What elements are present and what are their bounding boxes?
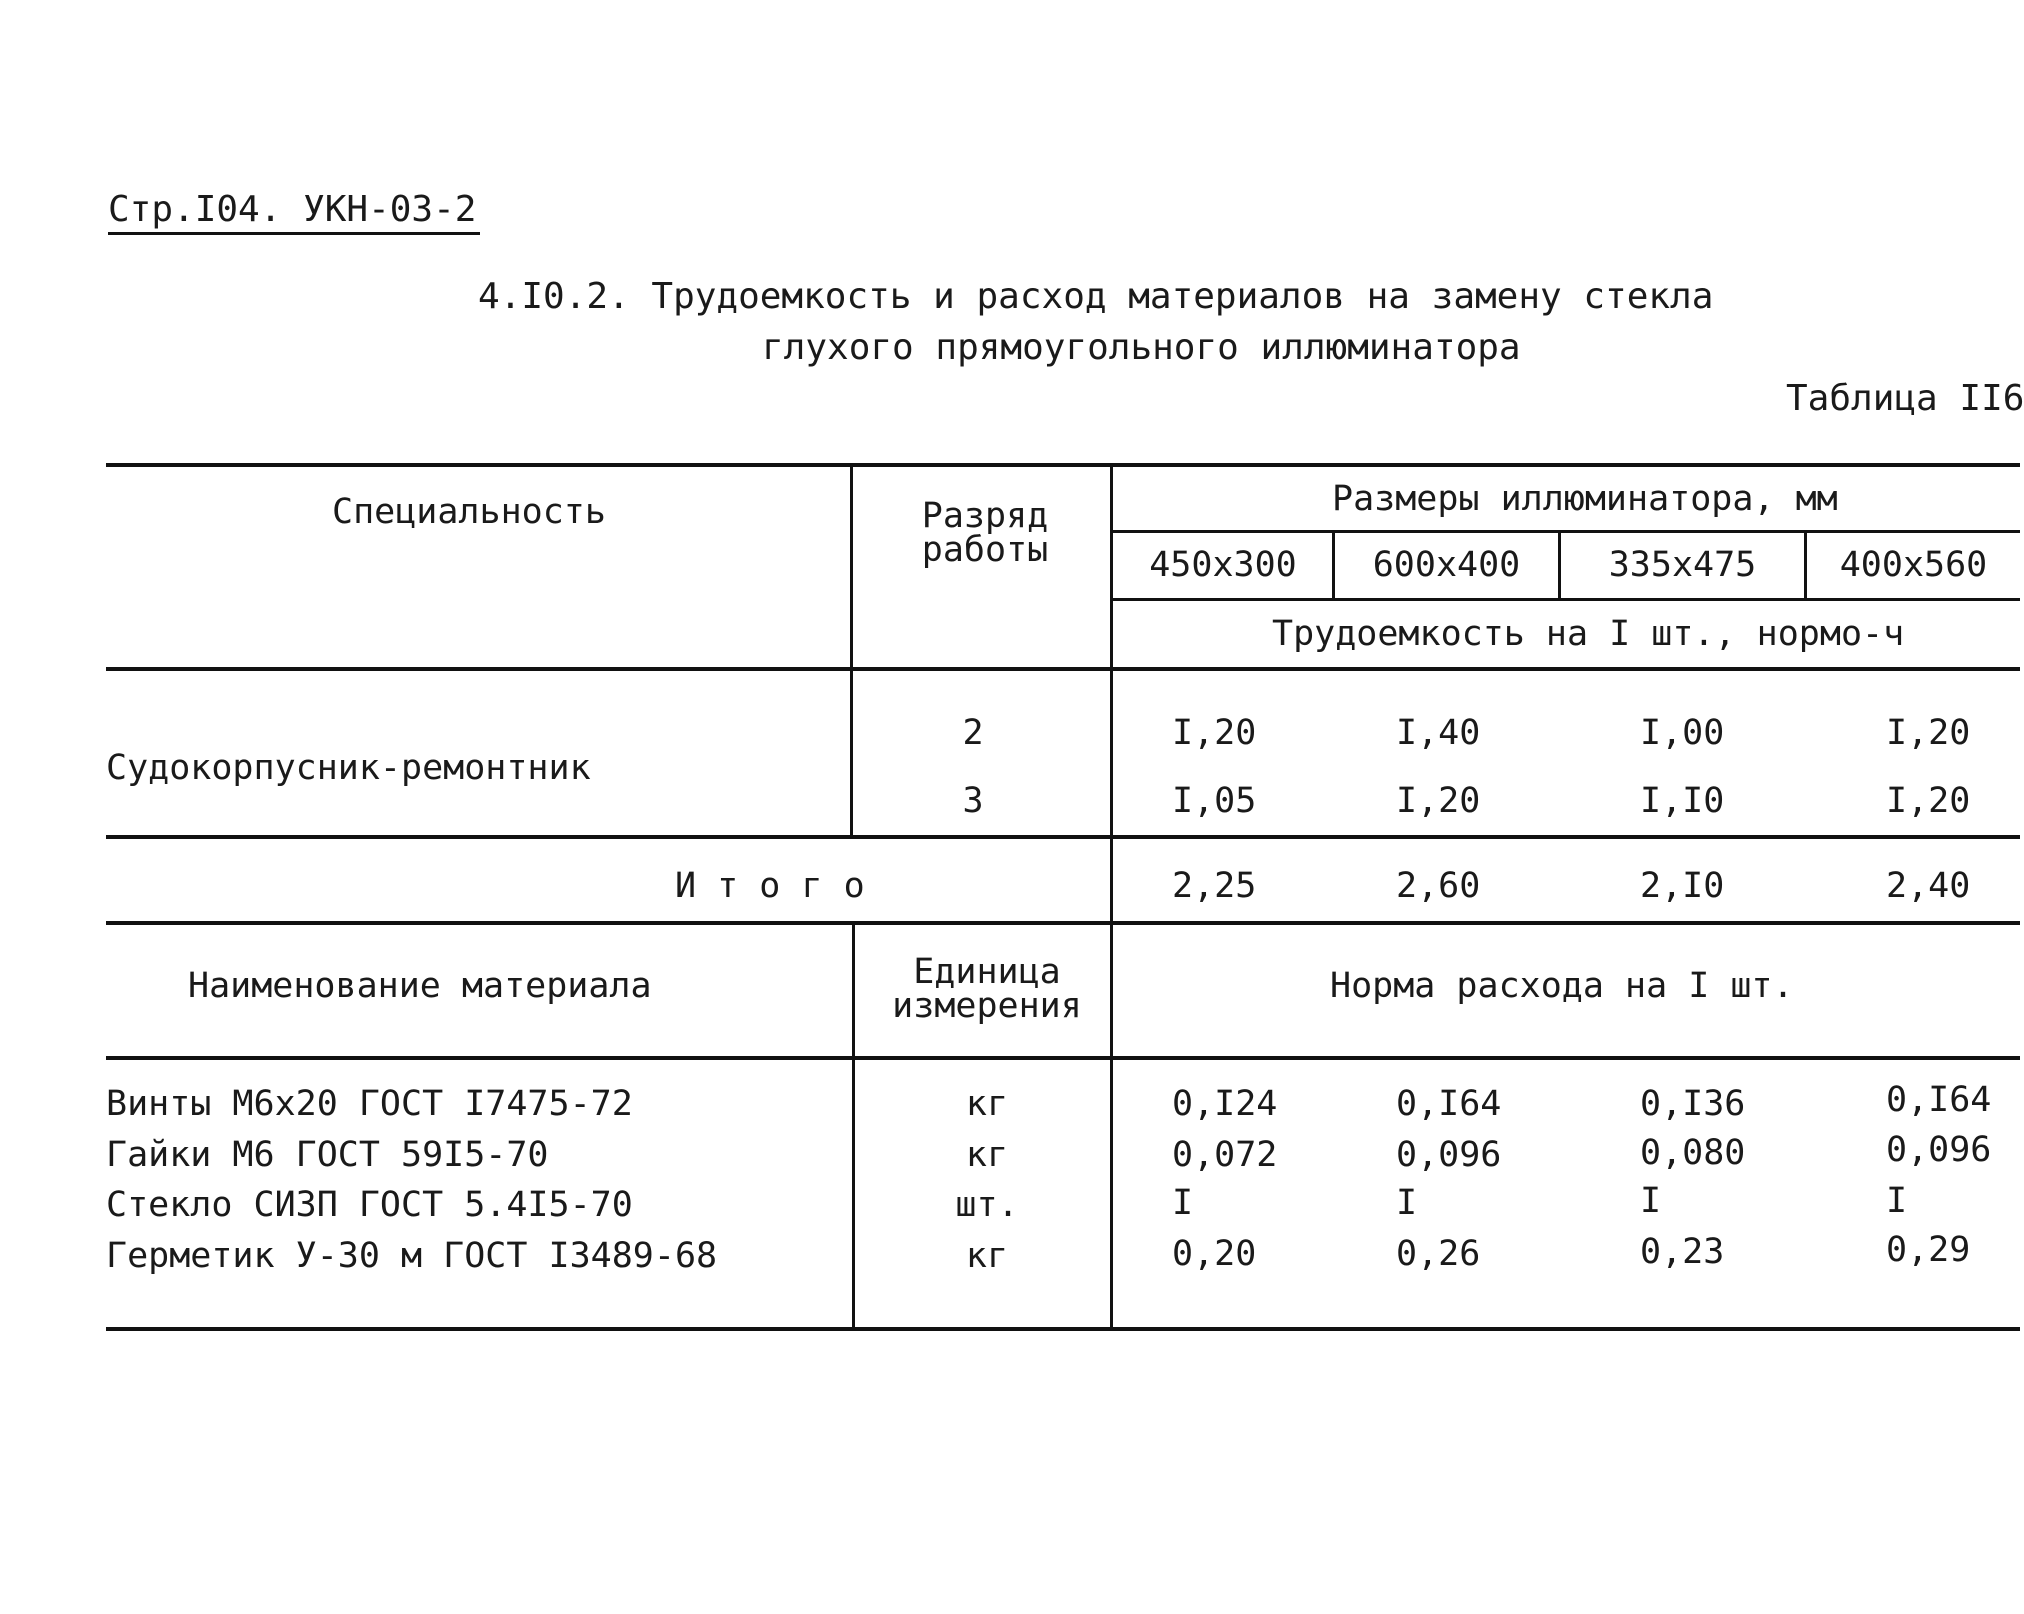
labor-rows-bottom <box>106 835 2020 839</box>
labor-value: I,20 <box>1172 713 1257 753</box>
material-name: Гайки М6 ГОСТ 59I5-70 <box>106 1135 549 1175</box>
material-value: 0,I64 <box>1396 1084 1502 1124</box>
labor-value: I,I0 <box>1640 781 1725 821</box>
labor-value: I,20 <box>1886 713 1971 753</box>
table-top-border <box>106 463 2020 467</box>
table-bottom-border <box>106 1327 2020 1331</box>
material-value: 0,23 <box>1640 1232 1725 1272</box>
material-value: 0,20 <box>1172 1234 1257 1274</box>
material-value: 0,I64 <box>1886 1080 1992 1120</box>
page-reference: Стр.I04. УКН-03-2 <box>108 189 477 230</box>
size-1: 450x300 <box>1149 545 1297 585</box>
material-value: 0,096 <box>1886 1130 1992 1170</box>
size-4: 400x560 <box>1839 545 1988 585</box>
grade-column-divider <box>850 465 853 837</box>
material-name-header: Наименование материала <box>188 966 652 1006</box>
material-value: I <box>1886 1181 1908 1221</box>
material-unit: кг <box>965 1135 1009 1175</box>
materials-header-bottom <box>106 1056 2020 1060</box>
total-value: 2,I0 <box>1640 866 1725 906</box>
labor-value: I,20 <box>1396 781 1481 821</box>
norm-header: Норма расхода на I шт. <box>1330 966 1794 1006</box>
grade-header-line1: Разряд <box>921 496 1049 536</box>
labor-value: I,20 <box>1886 781 1971 821</box>
sizes-bottom-divider <box>1112 598 2020 601</box>
grade-2: 2 <box>962 713 984 753</box>
section-title-line2: глухого прямоугольного иллюминатора <box>762 327 1521 368</box>
sizes-header: Размеры иллюминатора, мм <box>1332 479 1838 519</box>
size-3: 335x475 <box>1608 545 1757 585</box>
grade-3: 3 <box>962 781 984 821</box>
grade-header-line2: работы <box>921 530 1049 570</box>
material-value: 0,I36 <box>1640 1084 1746 1124</box>
material-value: 0,29 <box>1886 1230 1971 1270</box>
section-title-line1: 4.I0.2. Трудоемкость и расход материалов на замену стекла <box>478 276 1714 317</box>
material-value: 0,072 <box>1172 1135 1278 1175</box>
labor-header-bottom <box>106 667 2020 671</box>
material-name: Винты М6х20 ГОСТ I7475-72 <box>106 1084 633 1124</box>
material-unit: кг <box>965 1084 1009 1124</box>
material-value: 0,I24 <box>1172 1084 1278 1124</box>
material-unit: шт. <box>955 1185 1019 1225</box>
unit-column-divider <box>852 923 855 1329</box>
material-name: Герметик У-30 м ГОСТ I3489-68 <box>106 1236 718 1276</box>
total-label: И т о г о <box>675 866 865 906</box>
specialty-name: Судокорпусник-ремонтник <box>106 748 591 788</box>
total-value: 2,60 <box>1396 866 1481 906</box>
sizes-divider <box>1112 530 2020 533</box>
unit-header-line1: Единица <box>913 952 1061 992</box>
material-value: I <box>1396 1183 1418 1223</box>
total-value: 2,40 <box>1886 866 1971 906</box>
material-value: I <box>1172 1183 1194 1223</box>
labor-unit-header: Трудоемкость на I шт., нормо-ч <box>1272 614 1905 654</box>
page-reference-underline <box>108 232 480 235</box>
total-row-bottom <box>106 921 2020 925</box>
material-name: Стекло СИЗП ГОСТ 5.4I5-70 <box>106 1185 633 1225</box>
specialty-header: Специальность <box>332 492 606 532</box>
total-value: 2,25 <box>1172 866 1257 906</box>
unit-header-line2: измерения <box>892 986 1082 1026</box>
material-value: I <box>1640 1181 1662 1221</box>
labor-value: I,05 <box>1172 781 1257 821</box>
labor-value: I,00 <box>1640 713 1725 753</box>
material-value: 0,096 <box>1396 1135 1502 1175</box>
material-value: 0,080 <box>1640 1133 1746 1173</box>
size-2: 600x400 <box>1372 545 1521 585</box>
labor-value: I,40 <box>1396 713 1481 753</box>
material-unit: кг <box>965 1236 1009 1276</box>
table-label: Таблица II6 <box>1786 378 2024 419</box>
material-value: 0,26 <box>1396 1234 1481 1274</box>
